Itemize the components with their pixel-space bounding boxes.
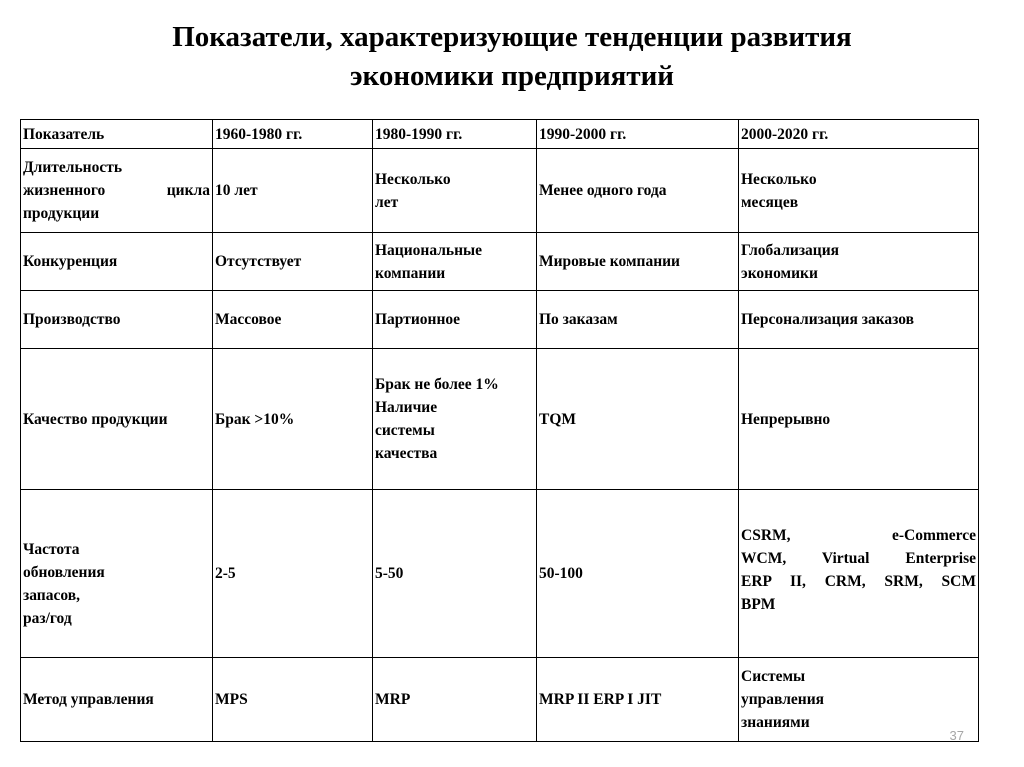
cell-line: месяцев [741, 193, 799, 211]
table-header-row [21, 120, 979, 149]
slide-title [0, 18, 1024, 96]
header-cell-1960-1980: 1960-1980 гг. [213, 120, 373, 149]
row-label-line [23, 179, 210, 202]
table-cell [739, 658, 979, 742]
table-cell: Менее одного года [537, 149, 739, 233]
table-cell [739, 490, 979, 658]
table-cell: По заказам [537, 291, 739, 349]
cell-line: BPM [741, 596, 776, 613]
table-row [21, 349, 979, 490]
cell-line [741, 524, 976, 547]
table-cell: Мировые компании [537, 233, 739, 291]
cell-line: Брак не более 1% [375, 376, 499, 393]
table-cell: MRP [373, 658, 537, 742]
header-cell-1990-2000: 1990-2000 гг. [537, 120, 739, 149]
row-label-line: раз/год [23, 609, 72, 627]
cell-line: ERP II, CRM, SRM, SCM [741, 573, 976, 590]
table-cell: 50-100 [537, 490, 739, 658]
table-cell: TQM [537, 349, 739, 490]
trends-table-container [20, 119, 978, 742]
table-cell [739, 233, 979, 291]
row-label-word: цикла [166, 182, 210, 199]
row-label-cell [21, 149, 213, 233]
cell-line: WCM, Virtual Enterprise [741, 550, 976, 567]
header-cell-1980-1990: 1980-1990 гг. [373, 120, 537, 149]
row-label-line: запасов, [23, 586, 80, 604]
row-label-cell: Производство [21, 291, 213, 349]
table-cell [373, 233, 537, 291]
table-cell: 10 лет [213, 149, 373, 233]
row-label-line: продукции [23, 205, 100, 222]
table-cell: Отсутствует [213, 233, 373, 291]
row-label-line: Частота [23, 540, 80, 558]
cell-line: Несколько [741, 170, 817, 188]
row-label-line: обновления [23, 563, 105, 581]
page-number: 37 [949, 728, 964, 743]
table-cell: 5-50 [373, 490, 537, 658]
cell-line: Наличие [375, 399, 438, 416]
table-cell: 2-5 [213, 490, 373, 658]
table-cell [373, 349, 537, 490]
cell-line: системы [375, 422, 435, 439]
cell-line: Системы [741, 668, 806, 685]
row-label-cell: Конкуренция [21, 233, 213, 291]
cell-line: знаниями [741, 714, 810, 731]
table-row [21, 490, 979, 658]
cell-line: управления [741, 691, 825, 708]
table-cell: Брак >10% [213, 349, 373, 490]
cell-line: Глобализация [741, 241, 840, 259]
table-row [21, 658, 979, 742]
table-cell: Массовое [213, 291, 373, 349]
cell-word: e-Commerce [891, 527, 976, 544]
table-row [21, 149, 979, 233]
cell-line: качества [375, 445, 438, 462]
row-label-cell: Метод управления [21, 658, 213, 742]
header-cell-indicator: Показатель [21, 120, 213, 149]
table-cell: MRP II ERP I JIT [537, 658, 739, 742]
row-label-line: Длительность [23, 159, 123, 176]
table-cell: Непрерывно [739, 349, 979, 490]
trends-table [20, 119, 979, 742]
row-label-cell: Качество продукции [21, 349, 213, 490]
slide-title-line-1: Показатели, характеризующие тенденции развития [172, 21, 852, 53]
cell-line: Национальные [375, 241, 483, 259]
row-label-word: жизненного [23, 182, 106, 199]
row-label-cell [21, 490, 213, 658]
table-cell [739, 149, 979, 233]
table-cell: MPS [213, 658, 373, 742]
table-cell: Партионное [373, 291, 537, 349]
cell-line: Несколько [375, 170, 451, 188]
slide-title-line-2: экономики предприятий [349, 60, 675, 92]
table-cell: Персонализация заказов [739, 291, 979, 349]
cell-line: лет [375, 193, 399, 211]
cell-line: экономики [741, 264, 818, 282]
header-cell-2000-2020: 2000-2020 гг. [739, 120, 979, 149]
table-row [21, 291, 979, 349]
cell-word: CSRM, [741, 527, 791, 544]
table-row [21, 233, 979, 291]
table-cell [373, 149, 537, 233]
cell-line: компании [375, 264, 446, 282]
